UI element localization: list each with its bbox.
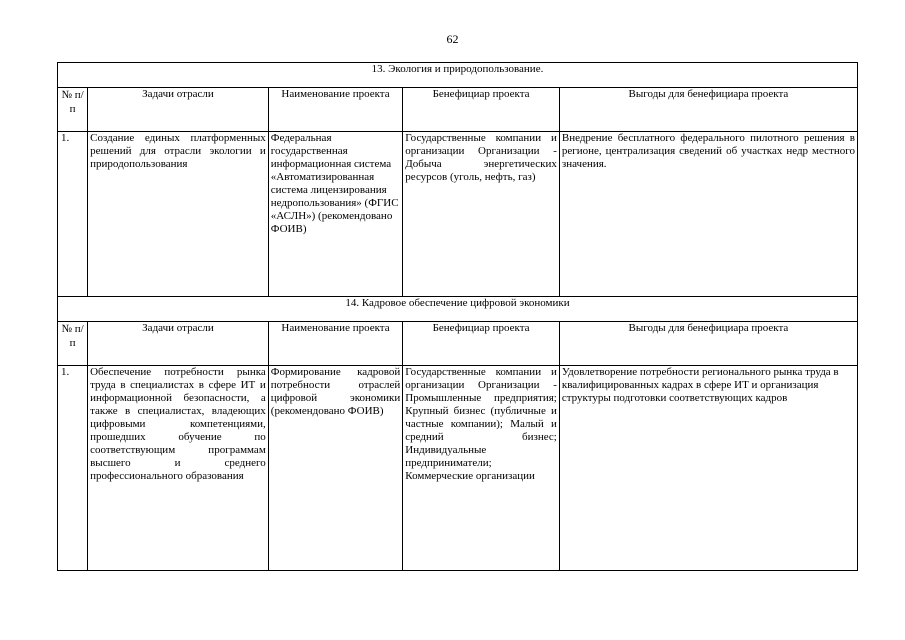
header-number: № п/п (58, 88, 88, 132)
header-row (58, 88, 858, 132)
header-benefits: Выгоды для бенефициара проекта (559, 88, 857, 132)
header-benefits: Выгоды для бенефициара проекта (559, 322, 857, 366)
row-task: Обеспечение потребности рынка труда в специалистах в сфере ИТ и информационной безопасности, а также в специалистах, владеющих цифровыми компетенциями, прошедших обучение по соответствующим программам высшего и среднего профессионального образования (88, 366, 269, 571)
section-title-row (58, 297, 858, 322)
section-title: 14. Кадровое обеспечение цифровой экономики (58, 297, 858, 322)
section-title: 13. Экология и природопользование. (58, 63, 858, 88)
row-number: 1. (58, 132, 88, 297)
header-task: Задачи отрасли (88, 88, 269, 132)
row-benefits: Внедрение бесплатного федерального пилотного решения в регионе, централизация сведений об участках недр местного значения. (559, 132, 857, 297)
page-number: 62 (446, 32, 459, 46)
table-row (58, 132, 858, 297)
table-row (58, 366, 858, 571)
row-number: 1. (58, 366, 88, 571)
header-beneficiary: Бенефициар проекта (403, 88, 560, 132)
row-project: Формирование кадровой потребности отраслей цифровой экономики (рекомендовано ФОИВ) (268, 366, 403, 571)
header-number: № п/п (58, 322, 88, 366)
header-project: Наименование проекта (268, 322, 403, 366)
header-beneficiary: Бенефициар проекта (403, 322, 560, 366)
section-title-row (58, 63, 858, 88)
header-task: Задачи отрасли (88, 322, 269, 366)
header-project: Наименование проекта (268, 88, 403, 132)
header-row (58, 322, 858, 366)
projects-table (57, 62, 858, 571)
row-task: Создание единых платформенных решений для отрасли экологии и природопользования (88, 132, 269, 297)
row-beneficiary: Государственные компании и организации Организации - Промышленные предприятия; Крупный бизнес (публичные и частные компании); Малый и средний бизнес; Индивидуальные предприниматели; Коммерческие организации (403, 366, 560, 571)
row-beneficiary: Государственные компании и организации Организации - Добыча энергетических ресурсов (уголь, нефть, газ) (403, 132, 560, 297)
row-benefits: Удовлетворение потребности регионального рынка труда в квалифицированных кадрах в сфере ИТ и организация структуры подготовки соответствующих кадров (559, 366, 857, 571)
row-project: Федеральная государственная информационная система «Автоматизированная система лицензирования недропользования» (ФГИС «АСЛН») (рекомендовано ФОИВ) (268, 132, 403, 297)
